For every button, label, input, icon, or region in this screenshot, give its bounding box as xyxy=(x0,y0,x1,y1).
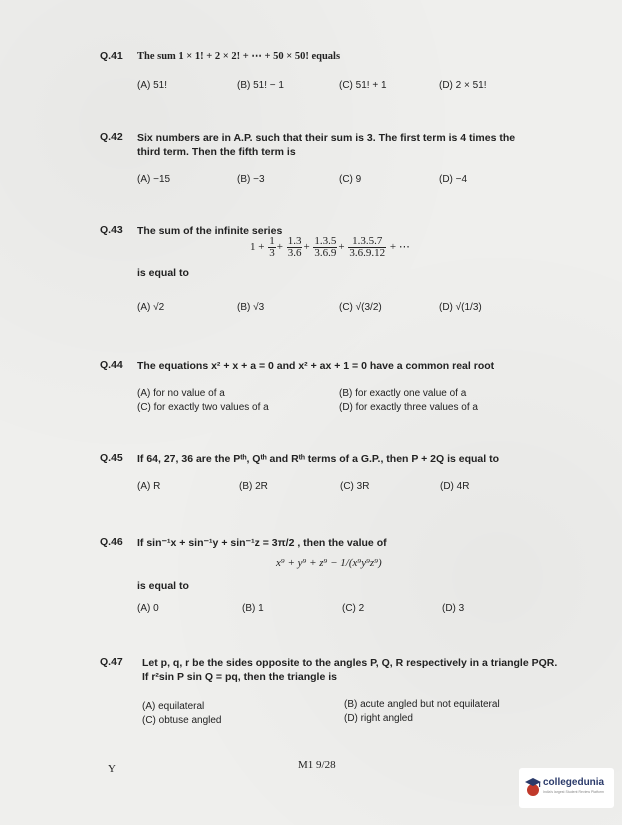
question-tail-text: is equal to xyxy=(137,580,189,592)
question-stem: Six numbers are in A.P. such that their sum is 3. The first term is 4 times the third term. Then the fifth term is xyxy=(137,132,516,158)
expression: x⁹ + y⁹ + z⁹ − 1/(x⁹y⁹z⁹) xyxy=(276,557,382,569)
option-a: (A) R xyxy=(137,481,161,492)
option-b: (B) 51! − 1 xyxy=(237,80,284,91)
option-d: (D) √(1/3) xyxy=(439,302,482,313)
option-a: (A) −15 xyxy=(137,174,171,185)
series-term: $\frac{1}{3}$ xyxy=(269,235,275,259)
question-47 xyxy=(100,656,560,736)
question-stem: The sum of the infinite series xyxy=(137,225,283,237)
logo-name: collegedunia xyxy=(543,777,605,788)
question-46 xyxy=(100,536,540,616)
collegedunia-logo xyxy=(519,768,614,808)
question-stem-line2: If r²sin P sin Q = pq, then the triangle is xyxy=(142,671,337,683)
graduation-cap-icon xyxy=(524,776,542,798)
option-b: (B) 1 xyxy=(242,603,264,614)
option-d: (D) 4R xyxy=(440,481,470,492)
question-42 xyxy=(100,131,540,191)
question-number: Q.41 xyxy=(100,50,123,62)
question-number: Q.43 xyxy=(100,224,123,236)
series-term: $\frac{1.3}{3.6}$ xyxy=(287,235,302,259)
logo-tagline: India's largest Student Review Platform xyxy=(543,790,604,794)
footer-mark: Y xyxy=(108,763,116,775)
question-tail-text: is equal to xyxy=(137,267,189,279)
question-stem: The equations x² + x + a = 0 and x² + ax + 1 = 0 have a common real root xyxy=(137,360,495,372)
question-number: Q.46 xyxy=(100,536,123,548)
series-tail: + ⋯ xyxy=(389,241,410,254)
option-c: (C) √(3/2) xyxy=(339,302,382,313)
question-number: Q.44 xyxy=(100,359,123,371)
question-number: Q.47 xyxy=(100,656,123,668)
option-a: (A) 51! xyxy=(137,80,168,91)
option-c: (C) obtuse angled xyxy=(142,715,222,726)
question-43 xyxy=(100,224,540,324)
page-number: M1 9/28 xyxy=(298,759,336,771)
question-stem: The sum 1 × 1! + 2 × 2! + ⋯ + 50 × 50! equals xyxy=(137,51,341,62)
question-number: Q.45 xyxy=(100,452,123,464)
option-b: (B) 2R xyxy=(239,481,268,492)
option-d: (D) −4 xyxy=(439,174,468,185)
option-d: (D) 3 xyxy=(442,603,465,614)
question-44 xyxy=(100,359,540,419)
option-c: (C) 51! + 1 xyxy=(339,80,387,91)
option-a: (A) 0 xyxy=(137,603,159,614)
option-a: (A) √2 xyxy=(137,302,165,313)
option-a: (A) for no value of a xyxy=(137,388,225,399)
option-c: (C) 2 xyxy=(342,603,365,614)
option-c: (C) for exactly two values of a xyxy=(137,402,269,413)
option-b: (B) √3 xyxy=(237,302,265,313)
option-b: (B) for exactly one value of a xyxy=(339,388,467,399)
option-b: (B) −3 xyxy=(237,174,265,185)
option-d: (D) for exactly three values of a xyxy=(339,402,478,413)
option-d: (D) 2 × 51! xyxy=(439,80,487,91)
option-c: (C) 3R xyxy=(340,481,370,492)
series-term: $\frac{1.3.5.7}{3.6.9.12}$ xyxy=(349,235,386,259)
option-d: (D) right angled xyxy=(344,713,413,724)
question-45 xyxy=(100,452,540,502)
option-a: (A) equilateral xyxy=(142,701,205,712)
option-c: (C) 9 xyxy=(339,174,362,185)
infinite-series: 1 + $\frac{1}{3}$ + $\frac{1.3}{3.6}$ + $\frac{1.3.5}{3.6.9}$ + $\frac{1.3.5.7}{3.6.9.12}$ + ⋯ xyxy=(250,235,410,259)
option-b: (B) acute angled but not equilateral xyxy=(344,699,500,710)
question-stem: If 64, 27, 36 are the Pᵗʰ, Qᵗʰ and Rᵗʰ terms of a G.P., then P + 2Q is equal to xyxy=(137,453,500,465)
question-stem-line1: Let p, q, r be the sides opposite to the angles P, Q, R respectively in a triangle PQR. xyxy=(142,657,558,669)
question-number: Q.42 xyxy=(100,131,123,143)
question-stem: If sin⁻¹x + sin⁻¹y + sin⁻¹z = 3π/2 , then the value of xyxy=(137,537,387,549)
question-41 xyxy=(100,50,540,100)
series-term: $\frac{1.3.5}{3.6.9}$ xyxy=(314,235,337,259)
series-lead: 1 + xyxy=(250,241,265,254)
